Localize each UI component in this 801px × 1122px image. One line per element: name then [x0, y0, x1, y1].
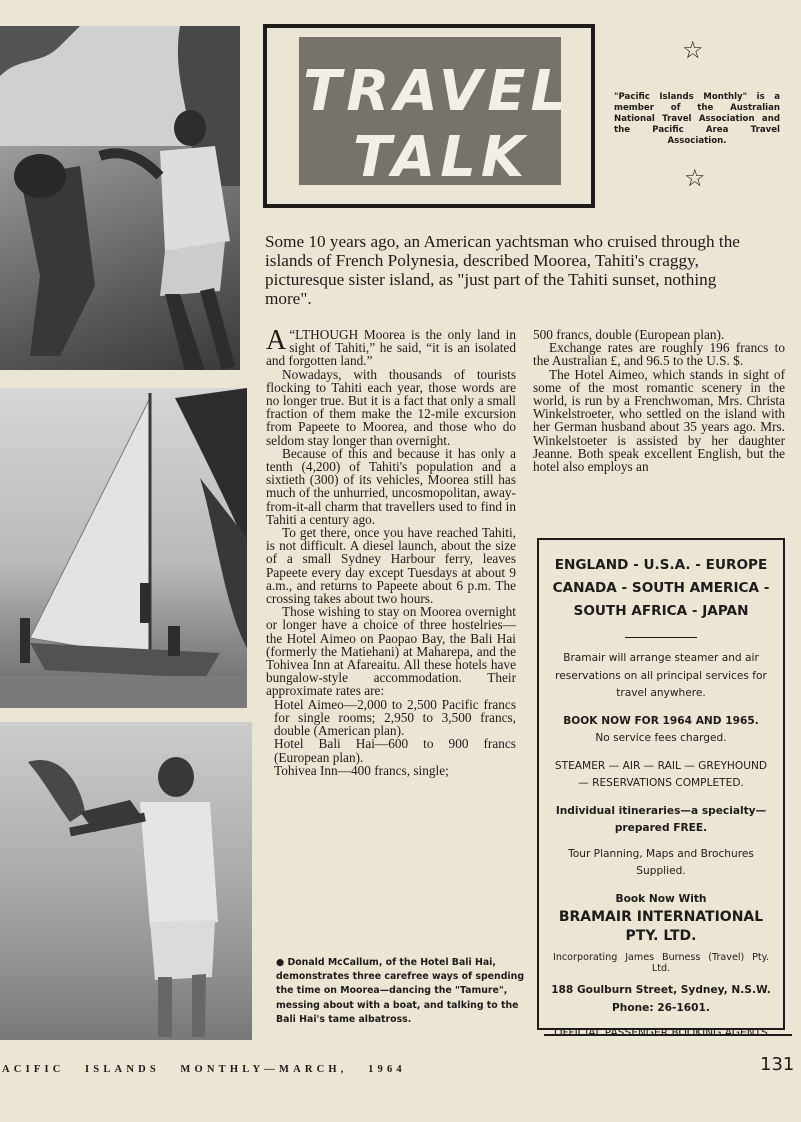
- logo-word-travel: TRAVEL: [303, 59, 572, 124]
- star-icon: ☆: [684, 164, 706, 192]
- sailboat-photo: [0, 388, 247, 708]
- rate-item: Hotel Aimeo—2,000 to 2,500 Pacific francs for single rooms; 2,950 to 3,500 francs, double (American plan).: [274, 696, 516, 739]
- ad-incorporating: Incorporating James Burness (Travel) Pty. Ltd.: [553, 952, 769, 974]
- intro-paragraph: Some 10 years ago, an American yachtsman who cruised through the islands of French Polynesia, described Moorea, Tahiti's craggy, picturesque sister island, as "just part of the Tahiti sunset, nothing more".: [265, 232, 740, 308]
- article-paragraph: 500 francs, double (European plan).: [533, 327, 725, 342]
- ad-address: 188 Goulburn Street, Sydney, N.S.W.: [551, 984, 771, 996]
- sailboat-illustration: [0, 388, 247, 708]
- article-paragraph: Because of this and because it has only a tenth (4,200) of Tahiti's population and a sixtieth (300) of its vehicles, Moorea still has much of the unhurried, uncosmopolitan, away-from-it-all charm that travellers used to find in Tahiti a century ago.: [266, 445, 516, 527]
- ad-travel-modes: STEAMER — AIR — RAIL — GREYHOUND — RESERVATIONS COMPLETED.: [554, 759, 768, 789]
- star-icon: ☆: [682, 36, 704, 64]
- rate-item: Hotel Bali Hai—600 to 900 francs (European plan).: [274, 736, 516, 765]
- opening-quote: “: [289, 327, 296, 342]
- article-paragraph: The Hotel Aimeo, which stands in sight of some of the most romantic scenery in the world, is run by a Frenchwoman, Mrs. Christa Winkelstroeter, who settled on the island with her German husband about 35 years ago. Mrs. Winkelstoeter is assisted by her daughter Jeanne. Both speak excellent English, but the hotel also employs an: [533, 366, 785, 475]
- albatross-photo: [0, 722, 252, 1040]
- article-paragraph: To get there, once you have reached Tahiti, is not difficult. A diesel launch, about the size of a small Sydney Harbour ferry, leaves Papeete every day except Tuesdays at about 9 a.m., and returns to Papeete about 6 p.m. The crossing takes about two hours.: [266, 525, 516, 607]
- ad-phone: Phone: 26-1601.: [612, 1001, 710, 1014]
- ad-shadow-rule: [544, 1034, 792, 1036]
- article-paragraph: Nowadays, with thousands of tourists flocking to Tahiti each year, those words are no longer true. But it is a fact that only a small fraction of them make the 12-mile excursion from Papeete to Moorea, and those who do seldom stay longer than overnight.: [266, 366, 516, 448]
- ad-book-now: Book Now With: [615, 892, 707, 905]
- rate-item: Tohivea Inn—400 francs, single;: [274, 762, 449, 778]
- ad-tour-planning: Tour Planning, Maps and Brochures Supplied.: [568, 847, 754, 877]
- dancers-illustration: [0, 26, 240, 370]
- ad-divider: [625, 637, 697, 638]
- ad-official-agents: OFFICIAL PASSENGER BOOKING AGENTS: [554, 1027, 768, 1039]
- ad-company-suffix: PTY. LTD.: [625, 928, 697, 944]
- membership-note: "Pacific Islands Monthly" is a member of the Australian National Travel Association and the Pacific Area Travel Association.: [614, 92, 780, 146]
- ad-destination-line: CANADA - SOUTH AMERICA -: [552, 580, 770, 596]
- ad-destination-line: SOUTH AFRICA - JAPAN: [573, 603, 749, 619]
- ad-book-years: BOOK NOW FOR 1964 AND 1965.: [563, 714, 759, 727]
- ad-intro-text: Bramair will arrange steamer and air reservations on all principal services for travel anywhere.: [555, 652, 767, 699]
- ad-destination-line: ENGLAND - U.S.A. - EUROPE: [554, 557, 768, 573]
- page-footer: [0, 1054, 801, 1084]
- bramair-advertisement: [537, 538, 785, 1039]
- ad-company-name: BRAMAIR INTERNATIONAL: [558, 909, 764, 925]
- drop-cap: A: [266, 325, 287, 356]
- article-column-2: [533, 328, 785, 473]
- albatross-illustration: [0, 722, 252, 1040]
- ad-no-fees: No service fees charged.: [595, 732, 727, 744]
- ad-itineraries: Individual itineraries—a specialty—prepared FREE.: [555, 804, 767, 834]
- page-number: 131: [760, 1054, 795, 1075]
- photo-caption: ● Donald McCallum, of the Hotel Bali Hai, demonstrates three carefree ways of spending the time on Moorea—dancing the "Tamure", messing about with a boat, and talking to the Bali Hai's tame albatross.: [276, 957, 525, 1025]
- article-column-1: [266, 325, 516, 778]
- dancing-tamure-photo: [0, 26, 240, 370]
- article-paragraph: Exchange rates are roughly 196 francs to the Australian £, and 96.5 to the U.S. $.: [533, 340, 785, 369]
- article-opening-paragraph: [266, 325, 516, 369]
- travel-talk-logo: [263, 24, 593, 206]
- ad-destinations: [539, 554, 783, 623]
- paragraph-text: LTHOUGH Moorea is the only land in sight of Tahiti,” he said, “it is an isolated and forgotten land.”: [266, 327, 516, 369]
- running-head: ACIFIC ISLANDS MONTHLY—MARCH, 1964: [2, 1064, 406, 1075]
- logo-word-talk: TALK: [353, 125, 530, 190]
- article-paragraph: Those wishing to stay on Moorea overnight or longer have a choice of three hostelries—the Hotel Aimeo on Paopao Bay, the Bali Hai (formerly the Matiehani) at Maharepa, and the Tohivea Inn at Afareaitu. All these hotels have bungalow-style accommodation. Their approximate rates are:: [266, 604, 516, 699]
